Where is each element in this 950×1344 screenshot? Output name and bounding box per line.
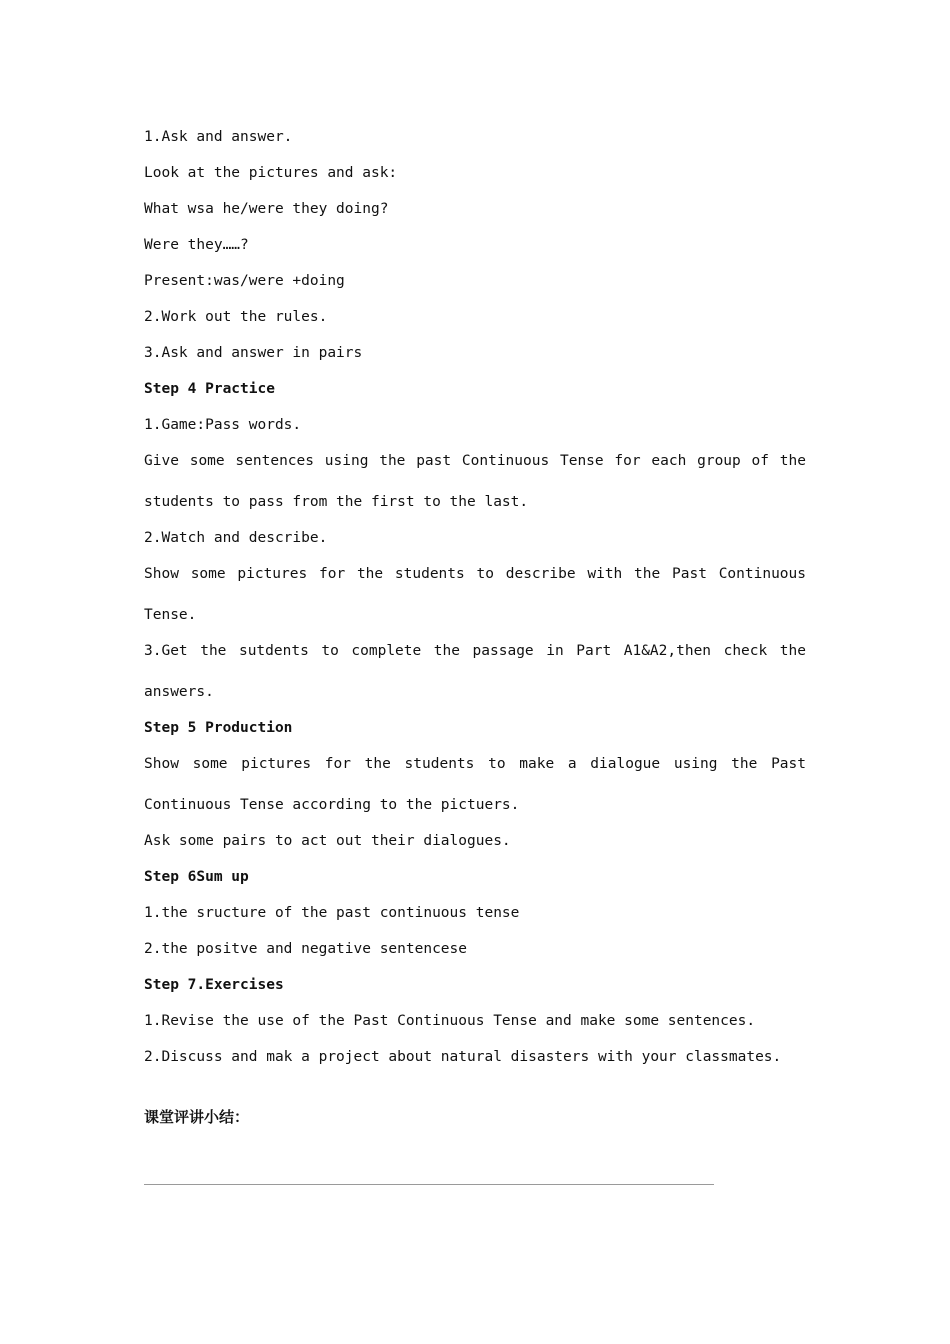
list-item-sentences: 2.the positve and negative sentencese — [144, 941, 468, 957]
step-7-heading: Step 7.Exercises — [144, 977, 284, 993]
list-item-structure: 1.the sructure of the past continuous tense — [144, 905, 520, 921]
list-item-complete-passage: 3.Get the sutdents to complete the passage in Part A1&A2,then check the — [144, 643, 806, 659]
list-item-work-out-rules: 2.Work out the rules. — [144, 309, 328, 325]
paragraph-line: Ask some pairs to act out their dialogues. — [144, 833, 511, 849]
question-text: Were they……? — [144, 237, 249, 253]
paragraph-line: students to pass from the first to the last. — [144, 494, 529, 510]
list-item-discuss: 2.Discuss and mak a project about natural disasters with your classmates. — [144, 1049, 782, 1065]
list-item-revise: 1.Revise the use of the Past Continuous Tense and make some sentences. — [144, 1013, 756, 1029]
paragraph-line: Continuous Tense according to the pictuers. — [144, 797, 520, 813]
step-6-heading: Step 6Sum up — [144, 869, 249, 885]
summary-heading: 课堂评讲小结： — [144, 1108, 250, 1126]
paragraph-line: Show some pictures for the students to describe with the Past Continuous — [144, 566, 806, 582]
instruction-text: Look at the pictures and ask: — [144, 165, 398, 181]
answer-line-divider — [144, 1184, 714, 1185]
paragraph-line: Give some sentences using the past Continuous Tense for each group of the — [144, 453, 806, 469]
grammar-rule-text: Present:was/were +doing — [144, 273, 345, 289]
step-4-heading: Step 4 Practice — [144, 381, 275, 397]
list-item-game: 1.Game:Pass words. — [144, 417, 302, 433]
paragraph-line: Tense. — [144, 607, 197, 623]
question-text: What wsa he/were they doing? — [144, 201, 389, 217]
list-item-ask-and-answer: 1.Ask and answer. — [144, 129, 293, 145]
document-page — [144, 0, 806, 1344]
paragraph-line: Show some pictures for the students to make a dialogue using the Past — [144, 756, 806, 772]
list-item-watch-describe: 2.Watch and describe. — [144, 530, 328, 546]
paragraph-line: answers. — [144, 684, 214, 700]
list-item-ask-in-pairs: 3.Ask and answer in pairs — [144, 345, 363, 361]
step-5-heading: Step 5 Production — [144, 720, 293, 736]
